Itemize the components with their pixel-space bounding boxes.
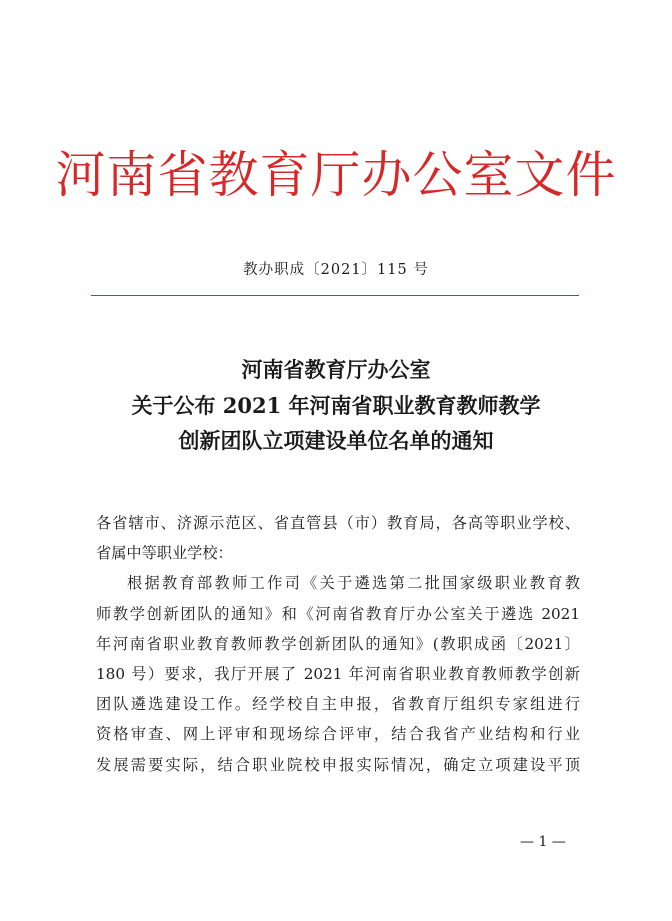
notice-title	[0, 352, 672, 459]
paragraph-line-3: 年河南省职业教育教师教学创新团队的通知》(教职成函〔2021〕	[96, 634, 580, 653]
notice-body	[96, 508, 580, 780]
paragraph-line-4: 180 号）要求，我厅开展了 2021 年河南省职业教育教师教学创新	[96, 665, 580, 684]
paragraph-line-7: 发展需要实际，结合职业院校申报实际情况，确定立项建设平顶	[96, 755, 580, 774]
paragraph-line-6: 资格审查、网上评审和现场综合评审，结合我省产业结构和行业	[96, 725, 580, 744]
recipients-line-2: 省属中等职业学校：	[96, 544, 233, 563]
document-header-title: 河南省教育厅办公室文件	[55, 146, 617, 204]
page-number: — 1 —	[520, 834, 566, 850]
document-number: 教办职成〔2021〕115 号	[243, 262, 429, 278]
notice-title-line-1: 河南省教育厅办公室	[241, 357, 431, 382]
notice-title-line-3: 创新团队立项建设单位名单的通知	[178, 428, 494, 453]
paragraph-line-2: 师教学创新团队的通知》和《河南省教育厅办公室关于遴选 2021	[96, 604, 580, 623]
paragraph-line-5: 团队遴选建设工作。经学校自主申报，省教育厅组织专家组进行	[96, 695, 580, 714]
paragraph-line-1: 根据教育部教师工作司《关于遴选第二批国家级职业教育教	[127, 574, 580, 593]
recipients-line-1: 各省辖市、济源示范区、省直管县（市）教育局，各高等职业学校、	[96, 514, 580, 532]
notice-title-line-2: 关于公布 2021 年河南省职业教育教师教学	[131, 392, 541, 418]
header-divider-rule	[91, 295, 579, 296]
